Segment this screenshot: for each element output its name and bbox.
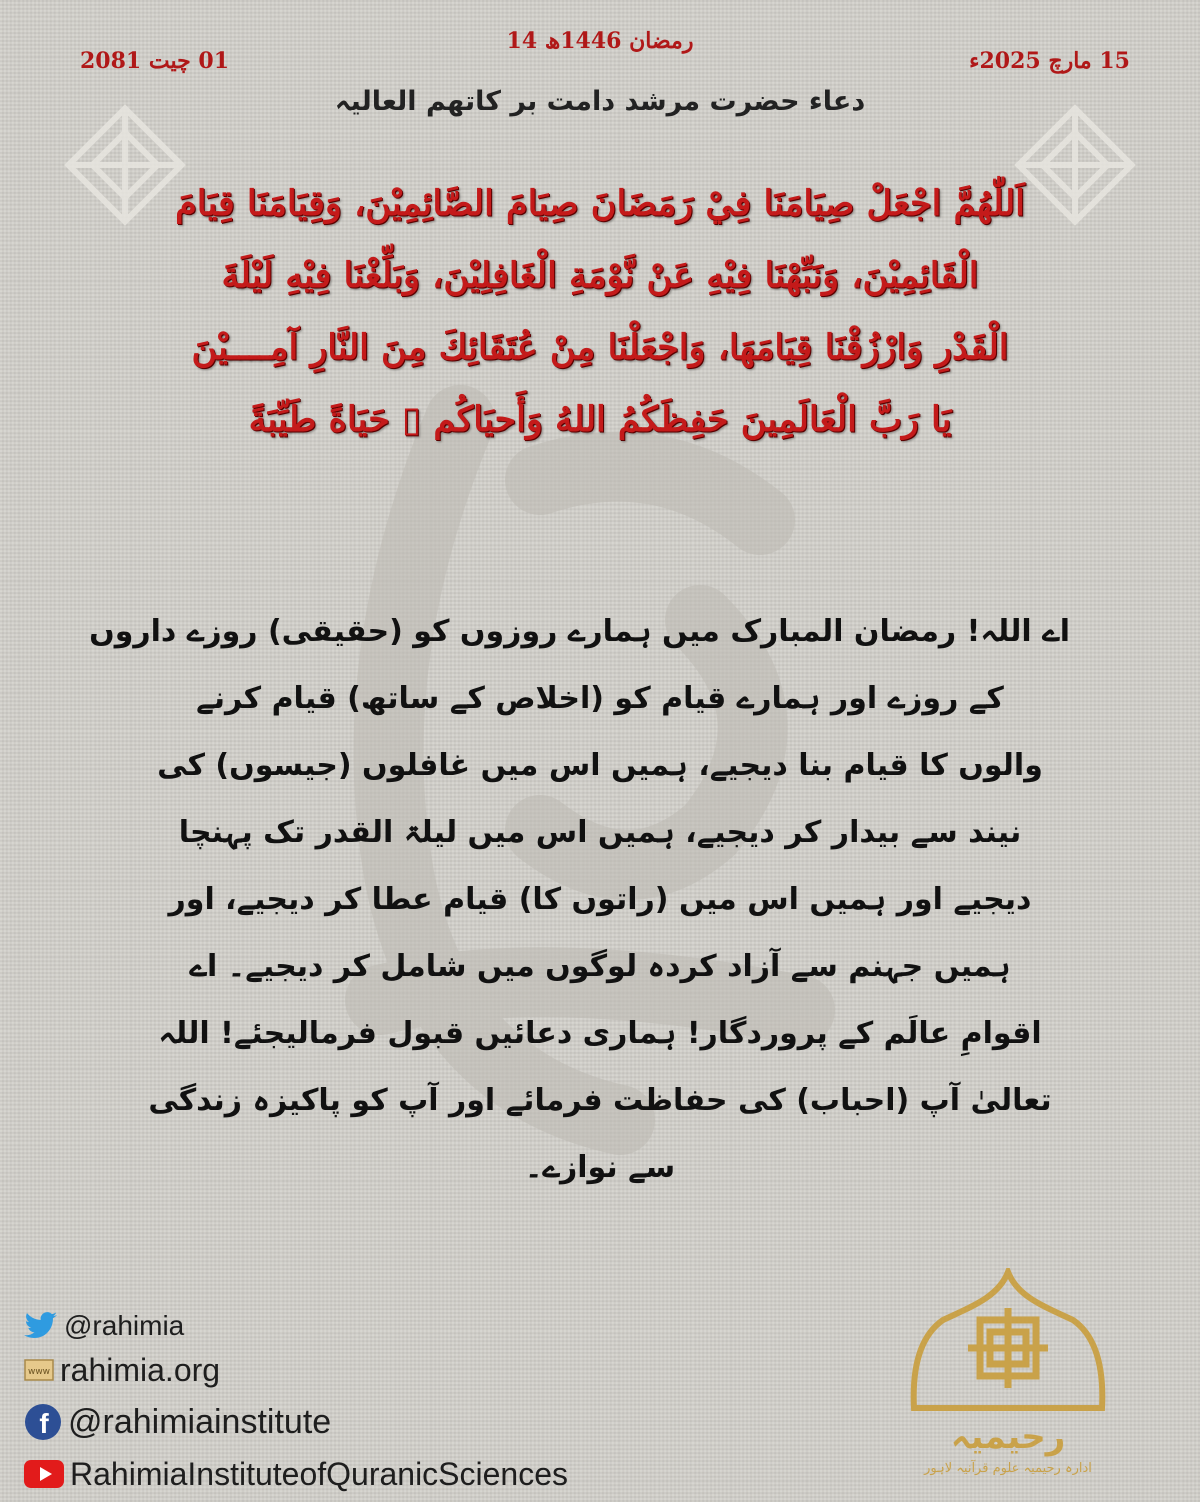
urdu-translation bbox=[89, 598, 1070, 1201]
facebook-icon bbox=[24, 1403, 62, 1441]
twitter-bird-icon bbox=[24, 1312, 58, 1340]
institute-logo bbox=[908, 1268, 1108, 1480]
youtube-link[interactable] bbox=[24, 1450, 568, 1498]
hijri-date: 14 رمضان 1446ھ bbox=[506, 28, 694, 54]
gregorian-date: 15 مارچ 2025ء bbox=[969, 48, 1130, 74]
logo-name: رحیمیہ bbox=[950, 1417, 1066, 1457]
translation-line: کے روزے اور ہمارے قیام کو (اخلاص کے ساتھ) قیام کرنے bbox=[196, 681, 1004, 716]
translation-line: نیند سے بیدار کر دیجیے، ہمیں اس میں لیلۃ القدر تک پہنچا bbox=[178, 815, 1022, 850]
dua-arabic-line: اَللّٰهُمَّ اجْعَلْ صِيَامَنَا فِيْ رَمَضَانَ صِيَامَ الصَّائِمِيْنَ، وَقِيَامَنَا قِيَامَ bbox=[175, 183, 1025, 224]
facebook-link[interactable] bbox=[24, 1398, 568, 1446]
twitter-link[interactable] bbox=[24, 1306, 568, 1346]
twitter-handle: @rahimia bbox=[64, 1310, 185, 1341]
logo-subtitle: ادارہ رحیمیہ علوم قرآنیہ لاہور bbox=[924, 1461, 1092, 1476]
website-link[interactable] bbox=[24, 1346, 568, 1394]
dua-heading: دعاء حضرت مرشد دامت بر کاتھم العالیہ bbox=[334, 86, 866, 117]
dua-arabic-text bbox=[70, 168, 1130, 456]
youtube-icon bbox=[24, 1460, 64, 1488]
website-url: rahimia.org bbox=[60, 1351, 221, 1388]
translation-line: اے اللہ! رمضان المبارک میں ہمارے روزوں کو (حقیقی) روزے داروں bbox=[89, 614, 1070, 649]
rahimia-institute-emblem-icon bbox=[908, 1268, 1108, 1480]
bikrami-date: 01 چیت 2081 bbox=[80, 48, 230, 74]
dua-arabic-line: الْقَدْرِ وَارْزُقْنَا قِيَامَهَا، وَاجْعَلْنَا مِنْ عُتَقَائِكَ مِنَ النَّارِ آمِــــيْنَ bbox=[191, 327, 1009, 368]
web-icon bbox=[24, 1358, 54, 1382]
translation-line: ہمیں جہنم سے آزاد کردہ لوگوں میں شامل کر دیجیے۔ اے bbox=[189, 949, 1011, 984]
dua-arabic-line: الْقَائِمِيْنَ، وَنَبِّهْنَا فِيْهِ عَنْ نَّوْمَةِ الْغَافِلِيْنَ، وَبَلِّغْنَا فِيْهِ لَيْلَةَ bbox=[221, 255, 979, 296]
facebook-handle: @rahimiainstitute bbox=[68, 1402, 332, 1441]
translation-line: اقوامِ عالَم کے پروردگار! ہماری دعائیں قبول فرمالیجئے! اللہ bbox=[158, 1016, 1042, 1051]
translation-line: تعالیٰ آپ (احباب) کی حفاظت فرمائے اور آپ کو پاکیزہ زندگی bbox=[148, 1083, 1052, 1118]
dua-arabic-line: يَا رَبَّ الْعَالَمِينَ حَفِظَكُمُ اللهُ وَأَحيَاكُم ▯ حَيَاةً طَيِّبَةً bbox=[248, 399, 952, 440]
svg-text:f: f bbox=[39, 1408, 49, 1439]
translation-line: والوں کا قیام بنا دیجیے، ہمیں اس میں غافلوں (جیسوں) کی bbox=[157, 748, 1043, 783]
svg-text:www: www bbox=[27, 1367, 51, 1377]
social-links bbox=[24, 1306, 568, 1502]
translation-line: سے نوازے۔ bbox=[524, 1150, 676, 1185]
youtube-channel: RahimiaInstituteofQuranicSciences bbox=[70, 1455, 569, 1492]
translation-line: دیجیے اور ہمیں اس میں (راتوں کا) قیام عطا کر دیجیے، اور bbox=[168, 882, 1032, 917]
